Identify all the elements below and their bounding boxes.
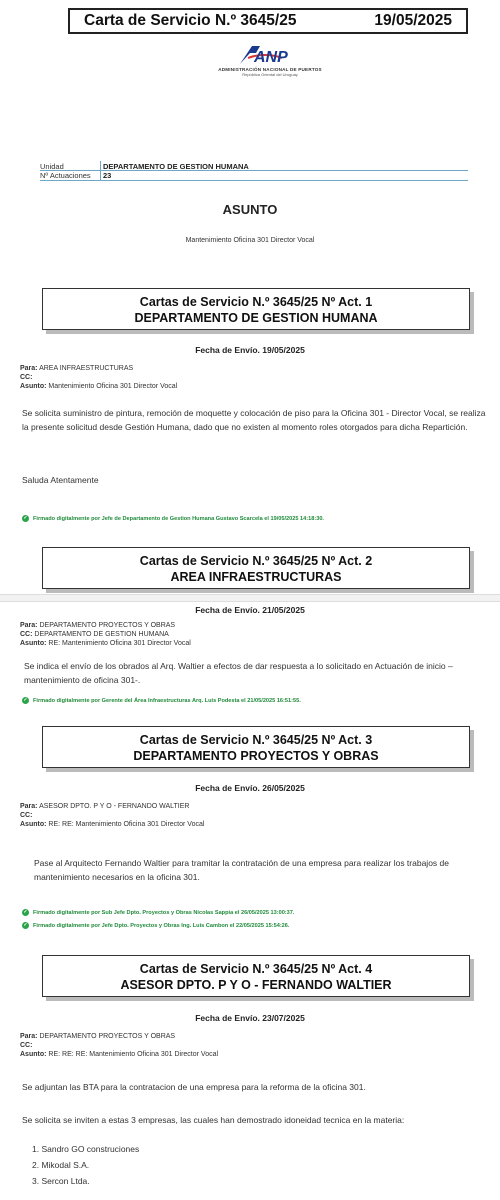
- document-title: Carta de Servicio N.º 3645/25: [84, 12, 297, 29]
- meta-divider: [40, 180, 468, 181]
- list-item: 2. Mikodal S.A.: [32, 1160, 90, 1170]
- section-body: Se adjuntan las BTA para la contratacion de una empresa para la reforma de la oficina 301.: [22, 1082, 366, 1092]
- section-department: DEPARTAMENTO PROYECTOS Y OBRAS: [133, 749, 379, 763]
- section-date: Fecha de Envío. 21/05/2025: [195, 605, 305, 615]
- section-date: Fecha de Envío. 19/05/2025: [195, 345, 305, 355]
- section-meta: Para: DEPARTAMENTO PROYECTOS Y OBRAS CC: DEPARTAMENTO DE GESTION HUMANA Asunto: RE: Mantenimiento Oficina 301 Director Vocal: [20, 622, 191, 647]
- section-meta: Para: ASESOR DPTO. P Y O - FERNANDO WALTIER CC: Asunto: RE: RE: Mantenimiento Oficina 301 Director Vocal: [20, 803, 205, 828]
- section-body: Se solicita suministro de pintura, remoción de moquette y colocación de piso para la Oficina 301 - Director Vocal, se realiza la presente solicitud desde Gestión Humana, dado que no existen al momento roles otorgados para dicha Repartición.: [22, 408, 486, 432]
- check-icon: ✓: [23, 909, 28, 915]
- check-icon: ✓: [23, 515, 28, 521]
- section-4-header: [42, 955, 470, 997]
- unidad-value: DEPARTAMENTO DE GESTION HUMANA: [103, 162, 249, 171]
- section-date: Fecha de Envío. 26/05/2025: [195, 783, 305, 793]
- section-closing: Saluda Atentamente: [22, 475, 99, 485]
- para-value: DEPARTAMENTO PROYECTOS Y OBRAS: [39, 1033, 176, 1040]
- para-value: DEPARTAMENTO PROYECTOS Y OBRAS: [39, 622, 176, 629]
- section-body-2: Se solicita se inviten a estas 3 empresas, las cuales han demostrado idoneidad tecnica en la materia:: [22, 1115, 405, 1125]
- section-date: Fecha de Envío. 23/07/2025: [195, 1013, 305, 1023]
- section-title: Cartas de Servicio N.º 3645/25 Nº Act. 3: [139, 733, 373, 747]
- section-meta: Para: DEPARTAMENTO PROYECTOS Y OBRAS CC: Asunto: RE: RE: RE: Mantenimiento Oficina 301 Director Vocal: [20, 1033, 219, 1058]
- anp-logo: [200, 44, 340, 84]
- section-department: ASESOR DPTO. P Y O - FERNANDO WALTIER: [120, 978, 392, 992]
- logo-brand-text: ANP: [254, 49, 288, 66]
- digital-signature: ✓ Firmado digitalmente por Jefe de Departamento de Gestion Humana Gustavo Scarcela el 19/05/2025 14:18:30.: [23, 515, 324, 522]
- actuaciones-label: Nº Actuaciones: [40, 171, 91, 180]
- asunto-heading: ASUNTO: [222, 202, 278, 217]
- document-header: [68, 8, 468, 34]
- list-item: 1. Sandro GO construciones: [32, 1144, 140, 1154]
- para-value: ASESOR DPTO. P Y O - FERNANDO WALTIER: [39, 803, 190, 810]
- section-department: AREA INFRAESTRUCTURAS: [170, 570, 342, 584]
- list-item: 3. Sercon Ltda.: [32, 1176, 90, 1186]
- meta-divider: [100, 161, 101, 181]
- section-title: Cartas de Servicio N.º 3645/25 Nº Act. 2: [139, 554, 373, 568]
- cc-value: DEPARTAMENTO DE GESTION HUMANA: [34, 631, 169, 638]
- check-icon: ✓: [23, 922, 28, 928]
- section-3-header: [42, 726, 470, 768]
- page-break: [0, 594, 500, 602]
- para-value: AREA INFRAESTRUCTURAS: [39, 365, 134, 372]
- section-1-header: [42, 288, 470, 330]
- section-title: Cartas de Servicio N.º 3645/25 Nº Act. 4: [139, 962, 373, 976]
- section-meta: Para: AREA INFRAESTRUCTURAS CC: Asunto: Mantenimiento Oficina 301 Director Vocal: [20, 365, 178, 390]
- anp-logo-icon: [238, 44, 302, 66]
- actuaciones-value: 23: [103, 171, 112, 180]
- asunto-value: Mantenimiento Oficina 301 Director Vocal: [48, 383, 178, 390]
- asunto-value: RE: RE: RE: Mantenimiento Oficina 301 Director Vocal: [48, 1051, 219, 1058]
- section-2-header: [42, 547, 470, 589]
- unidad-label: Unidad: [40, 162, 64, 171]
- company-list: [32, 1141, 139, 1189]
- section-body: Pase al Arquitecto Fernando Waltier para tramitar la contratación de una empresa para realizar los trabajos de mantenimiento necesarios en la oficina 301.: [34, 858, 449, 882]
- asunto-value: RE: RE: Mantenimiento Oficina 301 Director Vocal: [48, 821, 205, 828]
- asunto-text: Mantenimiento Oficina 301 Director Vocal: [185, 237, 315, 244]
- section-body: Se indica el envío de los obrados al Arq. Waltier a efectos de dar respuesta a lo solicitado en Actuación de inicio –mantenimiento de oficina 301-.: [24, 661, 453, 685]
- digital-signature: ✓ Firmado digitalmente por Jefe Dpto. Proyectos y Obras Ing. Luis Cambon el 22/05/2025 15:54:26.: [23, 922, 290, 929]
- document-date: 19/05/2025: [374, 12, 452, 29]
- section-department: DEPARTAMENTO DE GESTION HUMANA: [134, 311, 378, 325]
- digital-signature: ✓ Firmado digitalmente por Sub Jefe Dpto. Proyectos y Obras Nicolas Sappia el 26/05/2025 13:00:37.: [23, 909, 295, 916]
- check-icon: ✓: [23, 697, 28, 703]
- asunto-value: RE: Mantenimiento Oficina 301 Director Vocal: [48, 640, 191, 647]
- section-title: Cartas de Servicio N.º 3645/25 Nº Act. 1: [139, 295, 373, 309]
- logo-sub: República Oriental del Uruguay: [242, 72, 298, 77]
- digital-signature: ✓ Firmado digitalmente por Gerente del Área Infraestructuras Arq. Luis Podesta el 21/05/2025 16:51:55.: [23, 697, 301, 704]
- logo-org: ADMINISTRACIÓN NACIONAL DE PUERTOS: [218, 67, 322, 72]
